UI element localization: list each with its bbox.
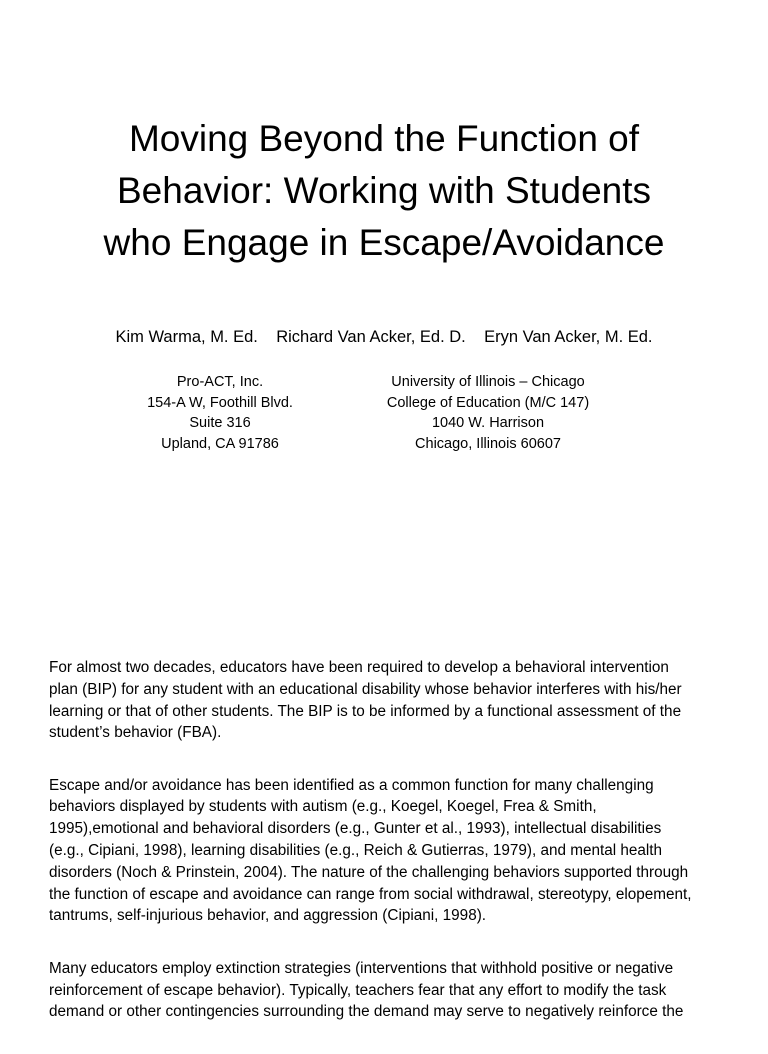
- paragraph-bip-intro: [49, 657, 761, 744]
- text-line: reinforcement of escape behavior). Typically, teachers fear that any effort to modify the task: [49, 981, 667, 999]
- title-line: Moving Beyond the Function of: [128, 118, 640, 159]
- affiliation-proact: [110, 372, 330, 454]
- address-line: College of Education (M/C 147): [386, 394, 590, 411]
- text-line: (e.g., Cipiani, 1998), learning disabilities (e.g., Reich & Gutierras, 1979), and mental health: [49, 842, 663, 860]
- body-text: [49, 657, 761, 1054]
- text-line: disorders (Noch & Prinstein, 2004). The nature of the challenging behaviors supported through: [49, 863, 689, 881]
- text-line: 1995),emotional and behavioral disorders (e.g., Gunter et al., 1993), intellectual disabilities: [49, 820, 662, 838]
- text-line: For almost two decades, educators have been required to develop a behavioral intervention: [49, 659, 669, 676]
- paragraph-extinction: [49, 958, 761, 1023]
- text-line: Many educators employ extinction strategies (interventions that withhold positive or negative: [49, 959, 674, 977]
- title-line: Behavior: Working with Students: [116, 170, 652, 211]
- paragraph-escape-avoidance: [49, 775, 761, 928]
- address-line: Pro-ACT, Inc.: [176, 374, 264, 390]
- address-line: 1040 W. Harrison: [431, 415, 545, 431]
- title-line: who Engage in Escape/Avoidance: [103, 222, 665, 263]
- text-line: student’s behavior (FBA).: [49, 724, 222, 742]
- text-line: behaviors displayed by students with autism (e.g., Koegel, Koegel, Frea & Smith,: [49, 798, 597, 816]
- text-line: tantrums, self-injurious behavior, and aggression (Cipiani, 1998).: [49, 907, 487, 925]
- text-line: Escape and/or avoidance has been identified as a common function for many challenging: [49, 776, 654, 794]
- document-title: [40, 113, 728, 269]
- address-line: 154-A W, Foothill Blvd.: [147, 394, 293, 411]
- text-line: learning or that of other students. The BIP is to be informed by a functional assessment of the: [49, 702, 682, 720]
- address-line: Suite 316: [189, 415, 251, 431]
- address-line: Upland, CA 91786: [161, 435, 279, 452]
- author-list: Kim Warma, M. Ed. Richard Van Acker, Ed. D. Eryn Van Acker, M. Ed.: [115, 328, 653, 346]
- text-line: the function of escape and avoidance can range from social withdrawal, stereotypy, elopement,: [49, 885, 692, 903]
- affiliation-uic: [368, 372, 608, 454]
- address-line: University of Illinois – Chicago: [391, 374, 585, 390]
- text-line: demand or other contingencies surrounding the demand may serve to negatively reinforce the: [49, 1003, 684, 1021]
- address-line: Chicago, Illinois 60607: [415, 435, 561, 452]
- text-line: plan (BIP) for any student with an educational disability whose behavior interferes with his/her: [49, 680, 682, 698]
